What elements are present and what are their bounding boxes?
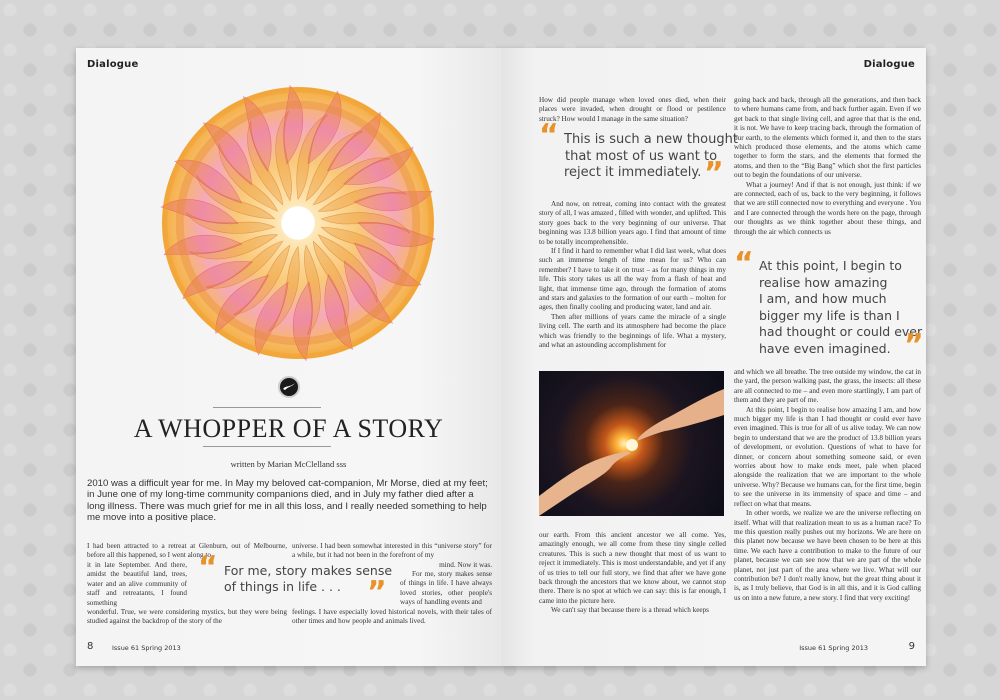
pull-quote-line: that most of us want to xyxy=(565,148,718,164)
body-column-3 xyxy=(539,200,726,351)
pull-quote-line: bigger my life is than I xyxy=(759,307,900,323)
body-column-3-bottom xyxy=(539,531,726,616)
body-column-2 xyxy=(292,542,492,561)
quote-open-icon: “ xyxy=(539,118,559,153)
running-head-left: Dialogue xyxy=(87,59,139,70)
body-text: For me, story makes sense of things in life. I have always loved stories, other people's ways of handling events and xyxy=(400,570,492,607)
quote-close-icon: ” xyxy=(704,156,724,191)
body-text: going back and back, through all the generations, and then back to where humans came from, and back further again. Even if we get back to that single living cell, and agree that that is the end, it is not. We have to keep tracing back, through the formation of our earth, to the elements which formed it, and then to the stars which produced those elements, and the atoms which came together to form the stars, and the elements that formed the atoms, and then to the “Big Bang” which shot the first particles out to begin the foundations of our universe. xyxy=(734,96,921,180)
body-column-2-bottom xyxy=(292,608,492,627)
body-text: wonderful. True, we were considering mystics, but they were being studied against the backdrop of the story of the xyxy=(87,608,287,626)
page-number-right: 9 xyxy=(908,641,915,652)
title-rule-bottom xyxy=(203,446,331,447)
quote-open-icon: “ xyxy=(198,550,218,585)
body-column-3-top xyxy=(539,96,726,124)
pull-quote-line: This is such a new thought xyxy=(564,132,738,147)
left-page xyxy=(76,48,501,666)
body-text: mind. Now it was. xyxy=(439,561,492,569)
body-text: We can't say that because there is a thread which keeps xyxy=(551,606,709,615)
body-text: At this point, I begin to realise how amazing I am, and how much bigger my life is than I had thought or could ever have even imagined. This is true for all of us alive today. We can now begin to understand that we are the product of 13.8 billion years of development, or evolution. Questions of what to have for dinner, or concern about something someone said, or even worries about how to make ends meet, pale when placed alongside the realization that we are important to the whole universe. Why? Because we humans can, for the first time, begin to see the universe in its immensity of space and time – and reflect on what that means. xyxy=(734,405,921,508)
lead-paragraph: 2010 was a difficult year for me. In May my beloved cat-companion, Mr Morse, died at my feet; in June one of my long-time community companions died, and in July my father died after a long illness. There was much grief for me in all this loss, and I really needed something to help me move into a positive place. xyxy=(87,478,488,524)
article-byline: written by Marian McClelland sss xyxy=(230,459,347,469)
body-column-1-bottom xyxy=(87,608,287,627)
magazine-spread xyxy=(76,48,926,666)
body-text: our earth. From this ancient ancestor we all come. Yes, amazingly enough, we all come from these tiny single celled creatures. This is such a new thought that most of us want to reject it immediately. This is most understandable, and yet if any of us tries to tell our full story, we find that after we have gone back through the ancestors that we know about, we cannot stop there. There is no spot at which we can say: this is far enough, I came into the picture here. xyxy=(539,531,726,605)
pull-quote-line: reject it immediately. xyxy=(564,165,702,180)
body-text: universe. I had been somewhat interested in this “universe story” for a while, but it had not been in the forefront of my xyxy=(292,542,492,560)
pull-quote-line: For me, story makes sense xyxy=(224,563,393,578)
body-column-4 xyxy=(734,96,921,237)
body-text: it in late September. And there, amidst the beautiful land, trees, water and an alive community of staff and retreatants, I found something xyxy=(87,561,187,607)
pull-quote-line: realise how amazing xyxy=(759,274,888,290)
body-text: and which we all breathe. The tree outside my window, the cat in the yard, the person walking past, the grass, the insects: all these are all connected to me – and even more startlingly, I am part of them and they are part of me. xyxy=(734,368,922,405)
pull-quote-line: have even imagined. xyxy=(759,340,891,356)
quote-open-icon: “ xyxy=(734,246,754,281)
pull-quote-line: At this point, I begin to xyxy=(759,258,902,273)
article-title: A WHOPPER OF A STORY xyxy=(133,414,444,443)
body-column-2-wrap2 xyxy=(400,570,492,608)
pull-quote-line: I am, and how much xyxy=(759,291,887,306)
body-text: I had been attracted to a retreat at Glenburn, out of Melbourne, before all this happened, so I went along to xyxy=(87,542,287,560)
magazine-logo-icon xyxy=(278,376,300,398)
body-column-1-wrap xyxy=(87,561,187,608)
issue-label-right: Issue 61 Spring 2013 xyxy=(799,644,868,652)
running-head-right: Dialogue xyxy=(863,59,915,70)
hands-reaching-photo xyxy=(539,371,724,516)
body-text: In other words, we realize we are the universe reflecting on itself. What will that realization mean to us as a human race? To me this question really pushes out my horizons. We are here on this planet now because we have been chosen to be here at this time. We each have a contribution to make to the future of our planet, because we can see now that we are part of the whole planet, not just part of the area where we live. What will our contribution be? I don't really know, but the great thing about it is, as I truly believe, that God is in all this, and it is God calling us on into a new future, a new story. I find that very exciting! xyxy=(734,509,921,602)
quote-close-icon: ” xyxy=(904,328,924,363)
body-column-4-bottom xyxy=(734,368,921,603)
pull-quote-line: of things in life . . . xyxy=(224,579,341,594)
body-text: Then after millions of years came the miracle of a single living cell. The earth and its atmosphere had become the place which was friendly to the beginnings of life. What a mystery, and what an astounding accomplishment for xyxy=(539,312,726,350)
body-text: If I find it hard to remember what I did last week, what does such an immense length of time mean for us? Who can remember? I have to take it on trust – as for many things in my life. This story takes us all the way from a flash of heat and light, that immense time ago, through the formation of atoms and stars and galaxies to the formation of our earth – molten for ages, then finally cooling and producing water, land and air. xyxy=(539,247,726,312)
body-column-1 xyxy=(87,542,287,561)
mandala-illustration xyxy=(160,85,436,361)
page-number-left: 8 xyxy=(87,641,94,652)
right-page xyxy=(501,48,926,666)
body-column-2-wrap1 xyxy=(398,561,492,570)
quote-close-icon: ” xyxy=(367,575,387,610)
body-text: And now, on retreat, coming into contact with the greatest story of all, I was amazed , filled with wonder, and uplifted. This story goes back to the very beginning of our universe. That beginning was 13.8 billion years ago. I find that amount of time to be totally incomprehensible. xyxy=(539,200,726,246)
body-text: How did people manage when loved ones died, when their places were invaded, when drought or flood or pestilence struck? How would I manage in the same situation? xyxy=(539,96,726,123)
pull-quote-3 xyxy=(759,258,922,357)
pull-quote-line: had thought or could ever xyxy=(759,324,923,339)
body-text: feelings. I have especially loved historical novels, with their tales of other times and how people and animals lived. xyxy=(292,608,492,626)
title-rule-top xyxy=(213,407,321,408)
issue-label-left: Issue 61 Spring 2013 xyxy=(112,644,181,652)
body-text: What a journey! And if that is not enough, just think: if we are connected, each of us, back to the very beginning, it follows that we are still connected now to everything and everyone . You and I are connected through the words here on the page, through our thoughts as we think together about these things, and through the air which connects us xyxy=(734,180,921,236)
